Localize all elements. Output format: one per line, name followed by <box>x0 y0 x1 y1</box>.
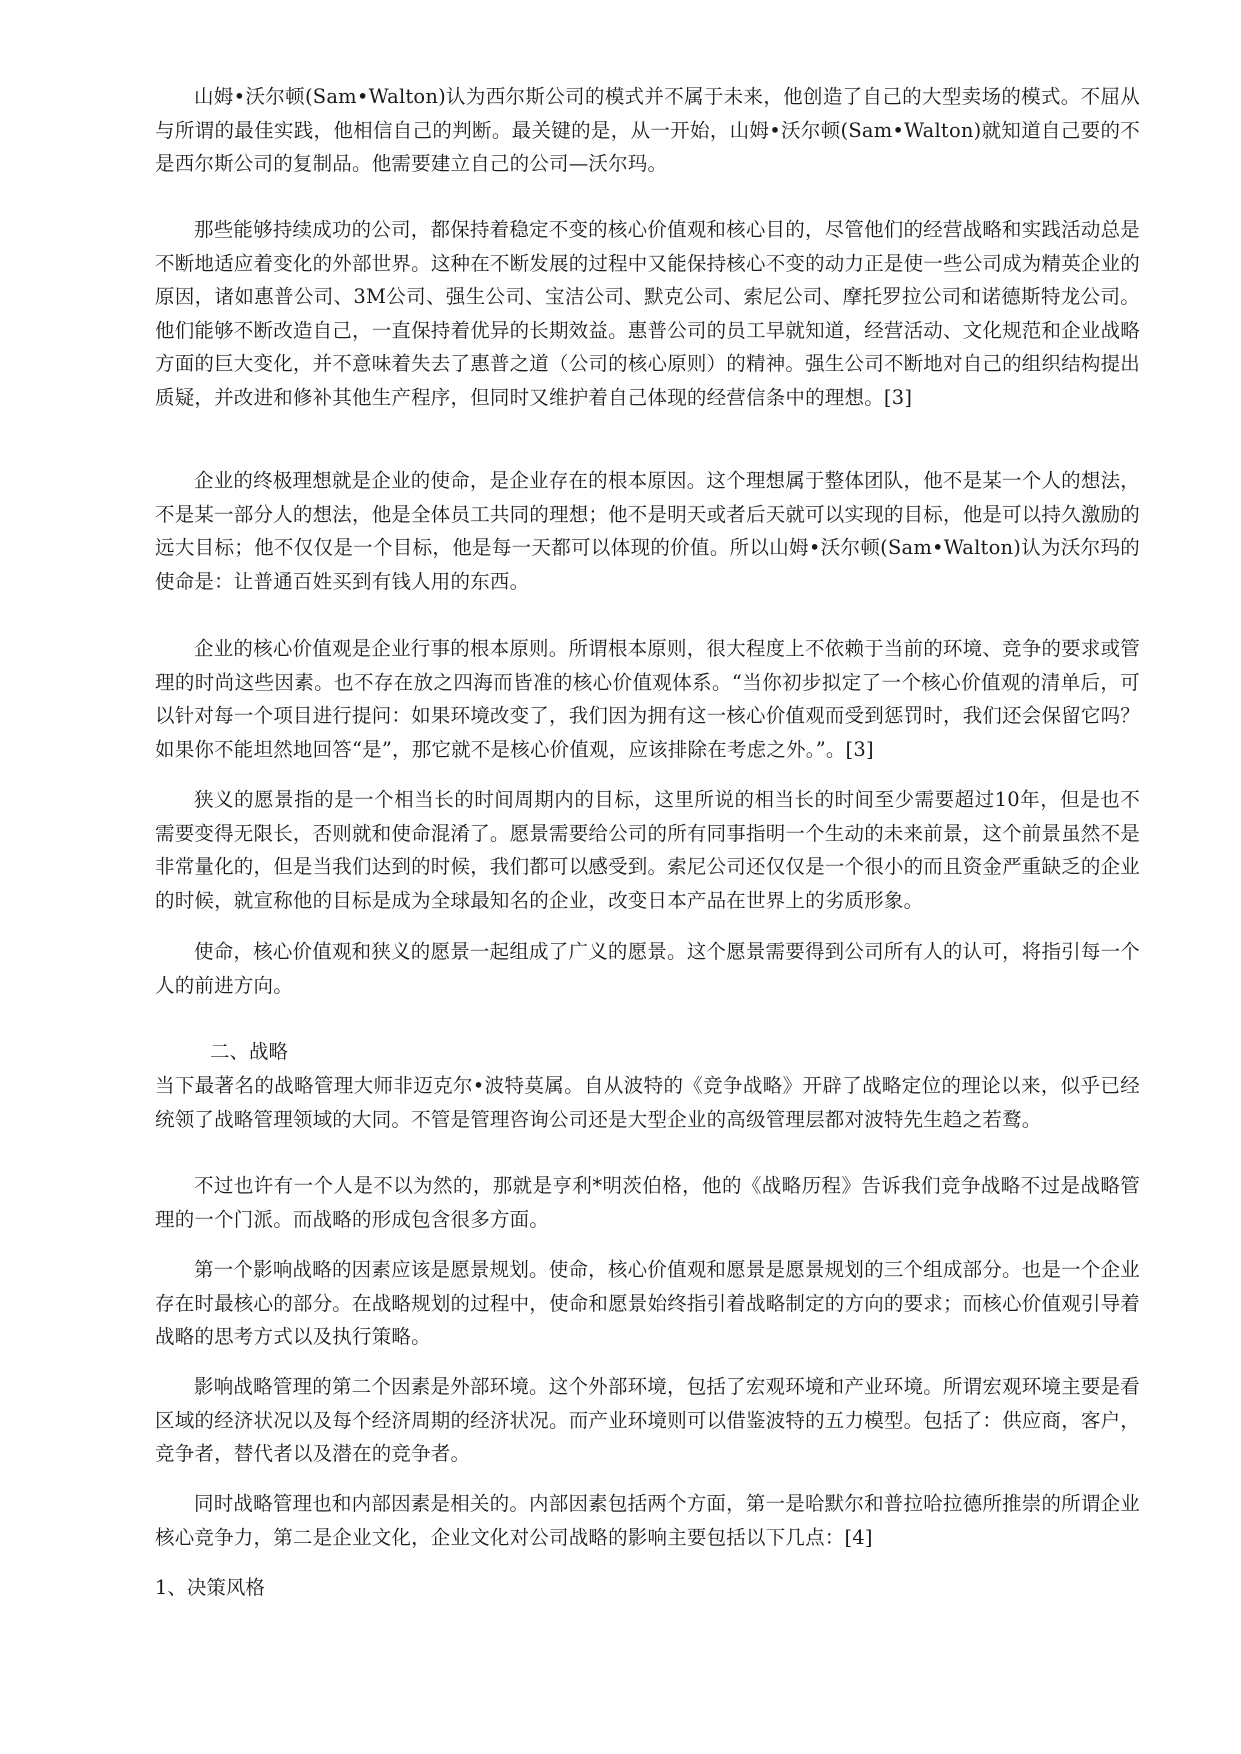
paragraph-vision-planning: 第一个影响战略的因素应该是愿景规划。使命，核心价值观和愿景是愿景规划的三个组成部分。也是一个企业存在时最核心的部分。在战略规划的过程中，使命和愿景始终指引着战略制定的方向的要求；而核心价值观引导着战略的思考方式以及执行策略。 <box>155 1258 1141 1348</box>
paragraph-porter: 当下最著名的战略管理大师非迈克尔•波特莫属。自从波特的《竞争战略》开辟了战略定位的理论以来，似乎已经统领了战略管理领域的大同。不管是管理咨询公司还是大型企业的高级管理层都对波特先生趋之若鹜。 <box>155 1074 1140 1131</box>
section-heading-strategy: 二、战略 <box>210 1040 289 1063</box>
paragraph-internal-factors: 同时战略管理也和内部因素是相关的。内部因素包括两个方面，第一是哈默尔和普拉哈拉德所推崇的所谓企业核心竞争力，第二是企业文化，企业文化对公司战略的影响主要包括以下几点：[4] <box>155 1492 1140 1549</box>
paragraph-external-environment: 影响战略管理的第二个因素是外部环境。这个外部环境，包括了宏观环境和产业环境。所谓宏观环境主要是看区域的经济状况以及每个经济周期的经济状况。而产业环境则可以借鉴波特的五力模型。包括了：供应商，客户，竞争者，替代者以及潜在的竞争者。 <box>155 1375 1141 1465</box>
list-item-decision-style: 1、决策风格 <box>155 1576 265 1599</box>
paragraph-walton-model: 山姆•沃尔顿(Sam•Walton)认为西尔斯公司的模式并不属于未来，他创造了自己的大型卖场的模式。不屈从与所谓的最佳实践，他相信自己的判断。最关键的是，从一开始，山姆•沃尔顿(Sam•Walton)就知道自己要的不是西尔斯公司的复制品。他需要建立自己的公司—沃尔玛。 <box>155 85 1140 175</box>
paragraph-ultimate-ideal: 企业的终极理想就是企业的使命，是企业存在的根本原因。这个理想属于整体团队，他不是某一个人的想法，不是某一部分人的想法，他是全体员工共同的理想；他不是明天或者后天就可以实现的目标，他是可以持久激励的远大目标；他不仅仅是一个目标，他是每一天都可以体现的价值。所以山姆•沃尔顿(Sam•Walton)认为沃尔玛的使命是：让普通百姓买到有钱人用的东西。 <box>155 469 1141 593</box>
paragraph-broad-vision: 使命，核心价值观和狭义的愿景一起组成了广义的愿景。这个愿景需要得到公司所有人的认可，将指引每一个人的前进方向。 <box>155 940 1140 997</box>
paragraph-mintzberg: 不过也许有一个人是不以为然的，那就是亨利*明茨伯格，他的《战略历程》告诉我们竞争战略不过是战略管理的一个门派。而战略的形成包含很多方面。 <box>155 1174 1140 1231</box>
paragraph-core-values-principles: 企业的核心价值观是企业行事的根本原则。所谓根本原则，很大程度上不依赖于当前的环境、竞争的要求或管理的时尚这些因素。也不存在放之四海而皆准的核心价值观体系。“当你初步拟定了一个核心价值观的清单后，可以针对每一个项目进行提问：如果环境改变了，我们因为拥有这一核心价值观而受到惩罚时，我们还会保留它吗？如果你不能坦然地回答“是”，那它就不是核心价值观，应该排除在考虑之外。”。[3] <box>155 637 1141 761</box>
paragraph-narrow-vision: 狭义的愿景指的是一个相当长的时间周期内的目标，这里所说的相当长的时间至少需要超过10年，但是也不需要变得无限长，否则就和使命混淆了。愿景需要给公司的所有同事指明一个生动的未来前景，这个前景虽然不是非常量化的，但是当我们达到的时候，我们都可以感受到。索尼公司还仅仅是一个很小的而且资金严重缺乏的企业的时候，就宣称他的目标是成为全球最知名的企业，改变日本产品在世界上的劣质形象。 <box>155 788 1141 912</box>
paragraph-core-values-companies: 那些能够持续成功的公司，都保持着稳定不变的核心价值观和核心目的，尽管他们的经营战略和实践活动总是不断地适应着变化的外部世界。这种在不断发展的过程中又能保持核心不变的动力正是使一些公司成为精英企业的原因，诸如惠普公司、3M公司、强生公司、宝洁公司、默克公司、索尼公司、摩托罗拉公司和诺德斯特龙公司。他们能够不断改造自己，一直保持着优异的长期效益。惠普公司的员工早就知道，经营活动、文化规范和企业战略方面的巨大变化，并不意味着失去了惠普之道（公司的核心原则）的精神。强生公司不断地对自己的组织结构提出质疑，并改进和修补其他生产程序，但同时又维护着自己体现的经营信条中的理想。[3] <box>155 218 1141 409</box>
